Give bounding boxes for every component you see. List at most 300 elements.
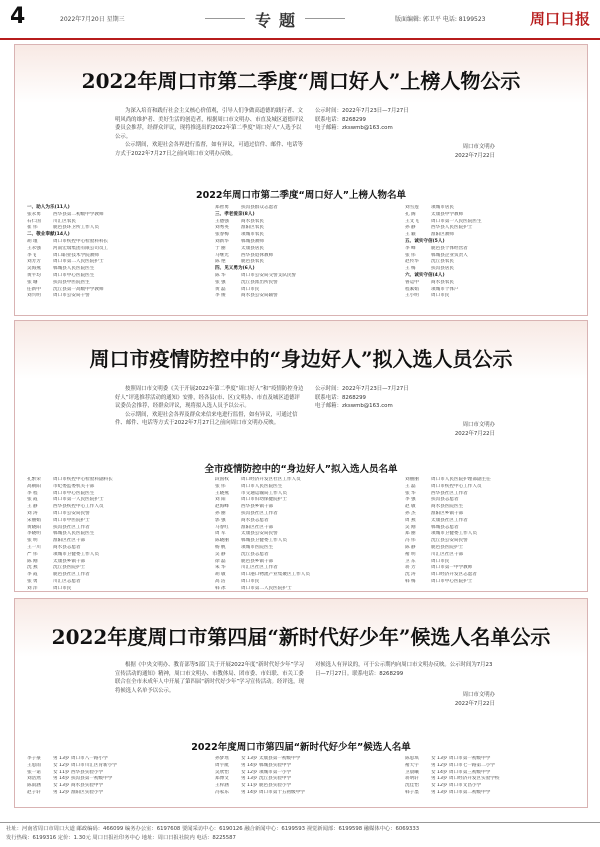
person-name: 褚天宇 — [405, 762, 419, 768]
person-name: 孙 丽 — [215, 510, 226, 516]
list-item — [405, 287, 580, 294]
person-description: 郸城县卫健委工作人员 — [241, 538, 287, 544]
person-name: 李 强 — [405, 497, 416, 503]
person-description: 扶沟县中医院医生 — [53, 279, 90, 285]
person-name: 郑 丽 — [405, 531, 416, 537]
list-item — [215, 545, 390, 552]
person-name: 黄 磊 — [215, 286, 226, 292]
notice-contact — [315, 385, 495, 411]
publicity-period: 公示时间：2022年7月23日—7月27日 — [315, 108, 409, 114]
person-name: 石仁国 — [27, 218, 41, 224]
list-item — [27, 497, 202, 504]
person-name: 陈 静 — [405, 544, 416, 550]
person-name: 李 霞 — [27, 572, 38, 578]
person-name: 王文飞 — [405, 218, 419, 224]
person-name: 韩子墨 — [405, 789, 419, 795]
list-item — [27, 776, 202, 783]
person-description: 项城市卫健委工作人员 — [53, 551, 99, 557]
person-name: 赵 敏 — [405, 504, 416, 510]
notice-title: 2022年度周口市第四届“新时代好少年”候选人名单公示 — [51, 625, 551, 649]
list-item — [405, 212, 580, 219]
list-item — [405, 770, 580, 777]
person-name: 李晓明 — [27, 531, 41, 537]
notice-signature — [395, 421, 495, 438]
list-item — [27, 790, 202, 797]
person-description: 周口市第一人民医院医生 — [431, 218, 482, 224]
person-name: 韩 梅 — [405, 578, 416, 584]
list-item — [405, 504, 580, 511]
list-item — [215, 763, 390, 770]
person-description: 周口市第一人民医院护士 — [53, 497, 104, 503]
person-description: 男 13岁 周口市第二初级中学 — [431, 789, 491, 795]
list-item — [215, 232, 390, 239]
person-name: 程素娟 — [405, 286, 419, 292]
person-description: 商水县志愿者 — [53, 544, 81, 550]
person-description: 西华县乡镇干部 — [241, 504, 274, 510]
person-description: 女 14岁 周口市第三初级中学 — [431, 769, 491, 775]
list-item — [405, 266, 580, 273]
list-item — [405, 565, 580, 572]
list-item — [27, 538, 202, 545]
signature-org: 周口市文明办 — [462, 422, 495, 428]
list-item — [215, 565, 390, 572]
person-name: 宋丽娟 — [27, 517, 41, 523]
person-description: 淮阳区教师 — [431, 232, 454, 238]
person-name: 张春梅 — [215, 232, 229, 238]
list-item — [27, 525, 202, 532]
signature-date: 2022年7月22日 — [454, 152, 495, 159]
person-description: 周口市民 — [431, 293, 450, 299]
person-description: 郸城县人民医院医生 — [53, 531, 95, 537]
signature-org: 周口市文明办 — [462, 692, 495, 698]
person-name: 卫 东 — [405, 558, 416, 564]
list-item — [215, 511, 390, 518]
notice-contact — [315, 107, 495, 133]
person-name: 陈 艳 — [215, 259, 226, 265]
list-item — [215, 225, 390, 232]
editor-info: 版面编辑: 郭卫平 电话: 8199523 — [395, 16, 486, 23]
person-description: 西华县社区工作者 — [431, 490, 468, 496]
list-item — [215, 219, 390, 226]
person-name: 蒋明轩 — [405, 776, 419, 782]
footer-address: 社址：河南省周口市周口大道 邮政编码：466099 编务办公室：6197608 要闻采访中心：6190126 融合新闻中心：6199593 视觉新闻部：6199598 融媒体中心：6069333 — [6, 826, 420, 832]
list-item — [27, 783, 202, 790]
person-name: 孔繁荣 — [27, 477, 41, 482]
person-description: 太康县中学教师 — [431, 211, 464, 217]
person-name: 张 明 — [27, 538, 38, 544]
list-item — [27, 552, 202, 559]
person-name: 刘 阳 — [215, 497, 226, 503]
person-name: 朱 华 — [215, 565, 226, 571]
person-description: 沈丘县第一高级中学教师 — [53, 286, 104, 292]
list-item — [405, 559, 580, 566]
person-name: 冯家乐 — [215, 789, 229, 795]
person-description: 西华县退休教师 — [241, 252, 274, 258]
person-name: 王一川 — [27, 544, 41, 550]
person-description: 项城市医院医生 — [241, 544, 274, 550]
list-item — [405, 518, 580, 525]
person-name: 褚 明 — [405, 551, 416, 557]
list-item — [405, 205, 580, 212]
intro-paragraph: 根据《中央文明办、教育部等5部门关于开展2022年度“新时代好少年”学习宣传活动的通知》精神，周口市文明办、市教体局、团市委、市妇联、市关工委联合在全市未成年人中开展了第四届“新时代好少年”学习宣传活动。经评选，现将候选人名单予以公示。 — [115, 662, 305, 694]
list-column — [405, 205, 580, 300]
intro-paragraph: 按照周口市文明委《关于开展2022年第二季度“周口好人”和“疫情防控身边好人”评选推荐活动的通知》安排，经各县(市、区)文明办、市直及城区道德评议委员会推荐，经群众评议，现将拟入选人员予以公示。 — [115, 386, 304, 409]
person-name: 王梓涵 — [215, 783, 229, 789]
person-description: 周口港口物流产业集聚区工作人员 — [241, 572, 310, 578]
person-description: 郸城县教师 — [241, 238, 264, 244]
list-item — [27, 518, 202, 525]
person-description: 太康县公安局民警 — [241, 531, 278, 537]
signature-org: 周口市文明办 — [462, 144, 495, 150]
person-name: 赵海峰 — [215, 504, 229, 510]
list-item — [27, 287, 202, 294]
person-name: 于 丽 — [215, 245, 226, 251]
list-item — [405, 545, 580, 552]
list-item — [27, 586, 202, 593]
list-item — [215, 280, 390, 287]
list-item — [405, 219, 580, 226]
person-description: 川汇区志愿者 — [53, 578, 81, 584]
list-item — [215, 205, 390, 212]
person-description: 周口市中心医院护士 — [431, 578, 473, 584]
list-item — [215, 518, 390, 525]
person-description: 女 13岁 周口市第一初级中学 — [431, 756, 491, 761]
list-item — [215, 491, 390, 498]
list-item — [405, 484, 580, 491]
person-description: 淮阳区乡镇干部 — [431, 510, 464, 516]
list-column — [27, 756, 202, 797]
person-name: 陈思琪 — [405, 756, 419, 761]
person-name: 刘芳芳 — [27, 259, 41, 265]
person-name: 黄晓阳 — [27, 524, 41, 530]
person-description: 项城市农民 — [241, 232, 264, 238]
person-name: 刘 洋 — [27, 585, 38, 591]
person-description: 扶沟县居民 — [431, 266, 454, 272]
list-item — [405, 225, 580, 232]
person-name: 沈 燕 — [27, 565, 38, 571]
person-name: 吴海燕 — [27, 266, 41, 272]
contact-email: 电子邮箱：zkswmb@163.com — [315, 125, 393, 131]
list-item — [405, 280, 580, 287]
person-name: 张 华 — [405, 490, 416, 496]
page-header — [0, 0, 600, 40]
list-item — [27, 511, 202, 518]
list-item — [27, 477, 202, 484]
list-item — [405, 756, 580, 763]
person-description: 扶沟县社区工作者 — [53, 524, 90, 530]
person-name: 李飞 — [27, 252, 37, 258]
person-description: 市交通运输局工作人员 — [241, 490, 287, 496]
list-item — [405, 511, 580, 518]
person-description: 周口市民 — [241, 286, 260, 292]
person-description: 川汇区社区工作者 — [241, 565, 278, 571]
list-item — [215, 756, 390, 763]
signature-date: 2022年7月22日 — [454, 700, 495, 707]
person-name: 周 燕 — [405, 517, 416, 523]
list-item — [215, 273, 390, 280]
person-description: 周口市中医院护士 — [53, 517, 90, 523]
person-name: 卫晨曦 — [405, 769, 419, 775]
person-description: 周口市民 — [241, 578, 260, 584]
list-item — [405, 763, 580, 770]
list-column — [27, 205, 202, 300]
notice-title: 2022年周口市第二季度“周口好人”上榜人物公示 — [81, 69, 521, 93]
person-description: 周口经济开发区志愿者 — [431, 572, 477, 578]
list-item — [27, 756, 202, 763]
list-item — [405, 579, 580, 586]
person-description: 周口市疾控中心检验科副科长 — [53, 477, 113, 482]
person-description: 扶沟县社区工作者 — [241, 510, 278, 516]
person-name: 王 梅 — [405, 266, 416, 272]
newspaper-logo: 周口日报 — [529, 10, 590, 28]
list-item — [215, 525, 390, 532]
person-description: 周口市人民医院护理部副主任 — [431, 477, 491, 482]
person-name: 任新中 — [27, 286, 41, 292]
person-name: 徐 磊 — [215, 558, 226, 564]
list-title: 全市疫情防控中的“身边好人”拟入选人员名单 — [204, 464, 398, 475]
list-item — [405, 232, 580, 239]
notice-note: 对候选人有异议的，可于公示期内向周口市文明办反映。公示时间为7月23日—7月27日。联系电话：8268299 — [315, 662, 493, 677]
person-description: 沈丘县农民 — [431, 259, 454, 265]
list-item — [405, 259, 580, 266]
person-description: 商水县农民 — [241, 218, 264, 224]
person-description: 商水县农民 — [431, 279, 454, 285]
list-item — [27, 273, 202, 280]
person-description: 沈丘县医院护士 — [53, 565, 86, 571]
person-description: 周口市中心医院医生 — [53, 490, 95, 496]
person-name: 刘雪莲 — [405, 205, 419, 210]
list-column — [215, 477, 390, 593]
contact-phone: 联系电话：8268299 — [315, 394, 366, 401]
person-description: 周口市第二人民医院护士 — [53, 259, 104, 265]
person-name: 蒋 芳 — [405, 565, 416, 571]
person-name: 王德强 — [215, 218, 229, 224]
section-title: 专题 — [255, 8, 303, 31]
person-name: 孙梦瑶 — [215, 756, 229, 761]
person-description: 女 12岁 项城市第一小学 — [241, 769, 292, 775]
person-name: 周宇航 — [215, 762, 229, 768]
list-item — [27, 266, 202, 273]
person-description: 周口市公安局干警 — [53, 293, 90, 299]
list-category: 二、敬业奉献(14人) — [27, 232, 70, 238]
list-item — [215, 776, 390, 783]
person-description: 周口市疾控中心检验科科长 — [53, 238, 109, 244]
notice-signature — [395, 143, 495, 160]
person-name: 沈佳怡 — [405, 783, 419, 789]
list-item — [215, 531, 390, 538]
person-description: 鹿邑县农民 — [241, 259, 264, 265]
person-name: 孙 杰 — [405, 510, 416, 516]
list-column — [405, 756, 580, 797]
list-item — [215, 293, 390, 300]
person-name: 李子豪 — [27, 756, 41, 761]
person-name: 孔 阁 — [405, 211, 416, 217]
person-description: 周口市民 — [53, 585, 72, 591]
person-name: 张 伟 — [215, 483, 226, 489]
person-name: 严 伟 — [27, 551, 38, 557]
person-name: 王 磊 — [405, 483, 416, 489]
person-name: 张 霞 — [27, 497, 38, 503]
notice-new-era-youth — [14, 598, 588, 808]
person-description: 男 14岁 扶沟县第一初级中学 — [53, 776, 113, 782]
person-name: 张 强 — [215, 279, 226, 285]
person-description: 周口市人民医院医生 — [241, 483, 283, 489]
person-name: 刘丽丽 — [405, 477, 419, 482]
person-name: 张永勇 — [27, 211, 41, 217]
person-description: 沈丘县公安局民警 — [431, 538, 468, 544]
list-category: 五、诚实守信(5人) — [405, 238, 445, 244]
person-description: 太康县社区工作者 — [431, 517, 468, 523]
intro-paragraph: 为深入培育和践行社会主义核心价值观，引导人们争做高道德的践行者、文明风尚的维护者、美好生活的创造者，根据周口市文明办、市直及城区道德评议委员会推荐，经群众评议，现将推选出的2022年第二季度“周口好人”人选予以公示。 — [115, 108, 304, 140]
person-name: 孙 静 — [405, 225, 416, 231]
person-description: 扶沟县志愿者 — [431, 497, 459, 503]
person-description: 周口市公安局民警 — [53, 510, 90, 516]
person-name: 陈 刚 — [27, 558, 38, 564]
person-description: 商水县志愿者 — [241, 517, 269, 523]
list-item — [215, 783, 390, 790]
person-description: 鹿邑县社区工作者 — [53, 572, 90, 578]
list-item — [215, 586, 390, 593]
person-description: 女 12岁 周口市文昌小学 — [431, 783, 482, 789]
person-name: 陈 华 — [215, 272, 226, 278]
person-name: 高朝阳 — [27, 483, 41, 489]
list-item — [27, 579, 202, 586]
person-description: 女 11岁 鹿邑县实验小学 — [241, 783, 292, 789]
list-item — [27, 565, 202, 572]
list-item — [215, 504, 390, 511]
person-name: 黄平均 — [27, 272, 41, 278]
person-name: 郭 强 — [215, 517, 226, 523]
person-name: 刘 涛 — [27, 510, 38, 516]
list-item — [215, 253, 390, 260]
notice-title: 周口市疫情防控中的“身边好人”拟入选人员公示 — [89, 347, 513, 371]
person-name: 段国权 — [215, 477, 229, 482]
page-footer — [0, 822, 600, 845]
person-name: 沈 涛 — [405, 572, 416, 578]
person-name: 王思雨 — [27, 762, 41, 768]
person-description: 鹿邑县乡镇干部 — [241, 558, 274, 564]
list-column — [27, 477, 202, 593]
list-item — [27, 239, 202, 246]
person-description: 男 14岁 周口市第十五初级中学 — [241, 789, 305, 795]
list-item — [215, 287, 390, 294]
list-item — [215, 239, 390, 246]
list-item — [215, 559, 390, 566]
person-description: 郸城县人民医院医生 — [53, 266, 95, 272]
person-description: 项城市居民 — [431, 205, 454, 210]
person-name: 陈雨涵 — [27, 783, 41, 789]
list-column — [215, 756, 390, 797]
person-name: 王小明 — [405, 293, 419, 299]
person-description: 周口职业技术学院教师 — [53, 252, 99, 258]
person-name: 李 俊 — [215, 293, 226, 299]
list-item — [405, 497, 580, 504]
person-description: 男 13岁 周口市八一路小学 — [53, 756, 108, 761]
list-item — [215, 572, 390, 579]
person-description: 男 13岁 沈丘县实验中学 — [241, 776, 292, 782]
person-description: 商水县公安局辅警 — [241, 293, 278, 299]
person-description: 男 14岁 郸城县实验中学 — [241, 762, 292, 768]
person-name: 崔 伟 — [27, 225, 38, 231]
person-name: 韩 冰 — [215, 585, 226, 591]
person-description: 女 13岁 太康县第一初级中学 — [241, 756, 301, 761]
person-description: 沈丘县派出所民警 — [241, 279, 278, 285]
person-description: 项城市个体户 — [431, 286, 459, 292]
list-item — [215, 770, 390, 777]
list-item — [215, 552, 390, 559]
list-item — [405, 477, 580, 484]
list-item — [27, 559, 202, 566]
list-category: 一、助人为乐(11人) — [27, 205, 70, 210]
person-name: 郑智勇 — [215, 205, 229, 210]
person-name: 冯 伟 — [405, 538, 416, 544]
person-name: 李 峰 — [405, 245, 416, 251]
list-item — [27, 280, 202, 287]
notice-intro — [115, 107, 305, 158]
person-description: 扶沟县群众志愿者 — [241, 205, 278, 210]
list-column — [405, 477, 580, 586]
list-title: 2022年度周口市第四届“新时代好少年”候选人名单 — [191, 742, 411, 753]
person-description: 周口市第二人民医院护士 — [241, 585, 292, 591]
person-name: 胡 瑾 — [27, 238, 38, 244]
person-description: 男 12岁 周口市七一路第二小学 — [431, 762, 495, 768]
person-description: 郸城县志愿者 — [431, 524, 459, 530]
person-name: 郑博文 — [215, 776, 229, 782]
person-description: 女 13岁 商水县实验中学 — [53, 783, 104, 789]
person-description: 淮阳区社区干部 — [53, 538, 86, 544]
list-item — [27, 572, 202, 579]
person-name: 李 程 — [27, 490, 38, 496]
person-description: 周口市疾控中心工作人员 — [431, 483, 482, 489]
person-name: 马春红 — [215, 524, 229, 530]
notice-intro — [115, 385, 305, 428]
issue-date: 2022年7月20日 星期三 — [60, 16, 125, 23]
person-description: 男 12岁 淮阳区实验小学 — [53, 789, 104, 795]
person-description: 郸城县企业负责人 — [431, 252, 468, 258]
list-item — [215, 538, 390, 545]
person-name: 王晓燕 — [215, 490, 229, 496]
list-item — [27, 545, 202, 552]
person-description: 周口市妇幼保健院护士 — [241, 497, 287, 503]
list-item — [405, 538, 580, 545]
notice-intro — [115, 661, 305, 695]
person-name: 刘兴明 — [27, 293, 41, 299]
person-name: 张一诺 — [27, 769, 41, 775]
person-description: 川汇区社区干部 — [431, 551, 464, 557]
list-item — [27, 212, 202, 219]
list-item — [27, 504, 202, 511]
contact-phone: 联系电话：8268299 — [315, 116, 366, 123]
person-name: 王永强 — [27, 245, 41, 251]
notice-good-people — [14, 44, 588, 316]
list-category: 三、孝老爱亲(8人) — [215, 211, 255, 217]
list-item — [27, 246, 202, 253]
person-description: 女 12岁 周口市川汇区育新小学 — [53, 762, 117, 768]
list-item — [27, 531, 202, 538]
list-item — [215, 497, 390, 504]
list-item — [27, 253, 202, 260]
list-item — [405, 253, 580, 260]
intro-paragraph: 公示期间，欢迎社会各界及群众来信来电进行监督，如有异议，可通过信件、邮件、电话等方式于2022年7月27日之前向周口市文明办反映。 — [115, 411, 298, 426]
person-description: 沈丘县志愿者 — [241, 551, 269, 557]
person-name: 刘浩然 — [27, 776, 41, 782]
person-description: 鹿邑县环卫所工作人员 — [53, 225, 99, 231]
person-description: 河南宏瑞集团有限公司员工 — [53, 245, 109, 251]
person-name: 吴欣怡 — [215, 769, 229, 775]
list-item — [27, 484, 202, 491]
person-name: 张 伟 — [405, 252, 416, 258]
list-column — [215, 205, 390, 300]
